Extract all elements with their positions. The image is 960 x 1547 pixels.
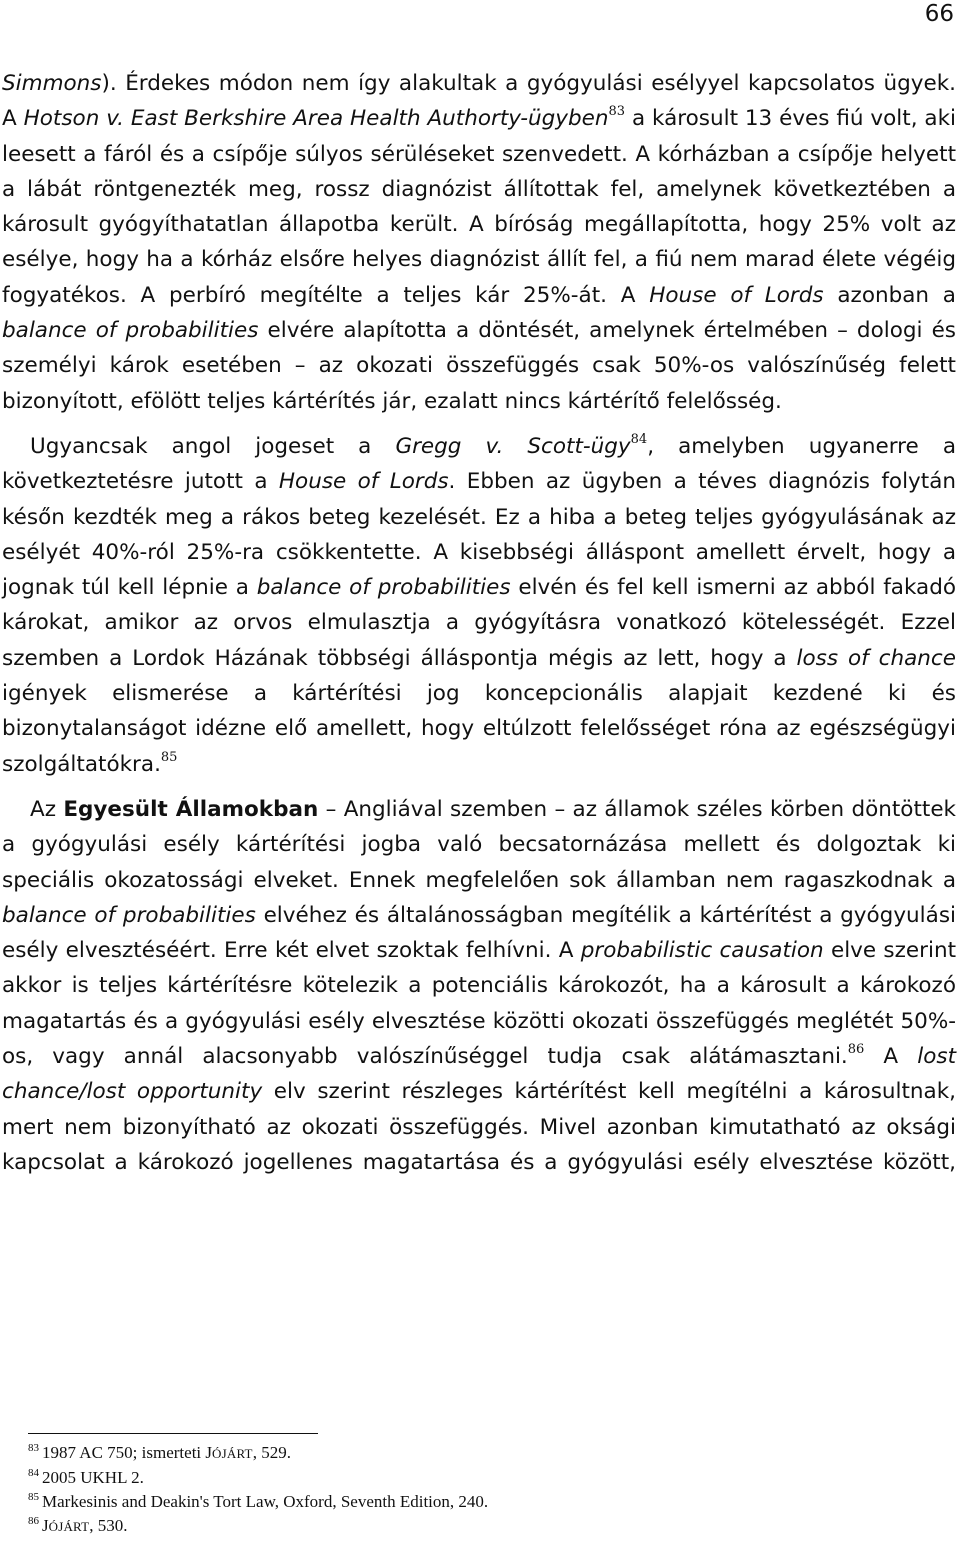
page-number: 66 [924,1,954,27]
text-run: azonban a [823,282,956,308]
footnote-85 [28,1490,928,1514]
emphasis: balance of probabilities [2,902,256,928]
footnote-text: , 530. [89,1516,128,1535]
paragraph-1 [2,66,956,419]
footnote-reference[interactable]: 83 [608,104,626,120]
text-run: elvéhez és általánosságban megítélik a kártérítést a gyógyulási esély elvesztéséért. Erre két elvet szoktak felhívni. A [2,902,956,964]
text-run: elve szerint akkor is teljes kártérítésre kötelezik a potenciális károkozót, ha a károsult a károkozó magatartás és a gyógyulási esély elvesztése közötti okozati összefüggés meglétét 50%-os, vagy annál alacsonyabb valószínűséggel tudja csak alátámasztani. [2,938,956,1070]
footnote-separator [28,1433,318,1434]
author-name: JÓJÁRT [42,1516,90,1535]
footnote-number: 85 [28,1491,39,1503]
footnote-reference[interactable]: 85 [160,749,178,765]
paragraph-2 [2,429,956,782]
footnote-number: 84 [28,1467,39,1479]
case-name: Simmons [2,71,102,96]
footnote-text: 1987 AC 750; ismerteti [42,1443,206,1462]
text-run: A [864,1044,918,1070]
bold-emphasis: Egyesült Államokban [63,796,319,822]
footnote-text: Markesinis and Deakin's Tort Law, Oxford, Seventh Edition, 240. [42,1492,489,1511]
body-text [2,66,956,1180]
emphasis: balance of probabilities [256,575,511,601]
case-name: Hotson v. East Berkshire Area Health Authorty-ügyben [23,106,609,132]
emphasis: lost chance/lost opportunity [2,1044,956,1105]
text-run: ). Érdekes módon nem így alakultak a gyógyulási esélyyel kapcsolatos ügyek. A [2,71,956,132]
emphasis: probabilistic causation [580,938,824,964]
emphasis: House of Lords [278,469,449,495]
footnote-text: 2005 UKHL 2. [42,1468,144,1487]
footnote-83 [28,1441,928,1466]
footnote-number: 83 [28,1442,39,1454]
text-run: elvére alapította a döntését, amelynek értelmében – dologi és személyi károk esetében – az okozati összefüggés csak 50%-os valószínűség felett bizonyított, efölött teljes kártérítés jár, ezalatt nincs kártérítő felelősség. [2,318,957,414]
text-run: Ugyancsak angol jogeset a [30,433,396,459]
text-run: igények elismerése a kártérítési jog koncepcionális alapjait kezdené ki és bizonytalanságot idézne elő amellett, hogy eltúlzott felelősséget róna az egészségügyi szolgáltatókra. [2,681,956,777]
text-run: elvén és fel kell ismerni az abból fakadó károkat, amikor az orvos elmulasztja a gyógyításra vonatkozó kötelességét. Ezzel szemben a Lordok Házának többségi álláspontja mégis az lett, hogy a [2,575,956,671]
text-run: Az [30,796,64,822]
paragraph-3 [2,792,956,1180]
emphasis: loss of chance [796,645,956,671]
text-run: elv szerint részleges kártérítést kell megítélni a károsultnak, mert nem bizonyítható az okozati összefüggés. Mivel azonban kimutatható az oksági kapcsolat a károkozó jogellenes magatartása és a gyógyulási esély elvesztése között, [2,1079,957,1175]
case-name: Gregg v. Scott-ügy [395,433,631,459]
footnote-reference[interactable]: 84 [630,431,648,447]
text-run: a károsult 13 éves fiú volt, aki leesett a fáról és a csípője súlyos sérüléseket szenvedett. A kórházban a csípője helyett a lábát röntgenezték meg, rossz diagnózist állítottak fel, amelynek következtében a károsult gyógyíthatatlan állapotba került. A bíróság megállapította, hogy 25% volt az esélye, hogy ha a kórház elsőre helyes diagnózist állít fel, a fiú nem marad élete végéig fogyatékos. A perbíró megítélte a teljes kár 25%-át. A [2,106,957,308]
emphasis: balance of probabilities [2,318,259,344]
footnote-reference[interactable]: 86 [847,1042,865,1058]
text-run: , amelyben ugyanerre a következtetésre jutott a [2,433,957,495]
footnote-86 [28,1514,928,1539]
text-run: – Angliával szemben – az államok széles körben döntöttek a gyógyulási esély kártérítési jogba való becsatornázása mellett és dolgoztak ki speciális okozatossági elveket. Ennek megfelelően sok államban nem ragaszkodnak a [2,796,957,893]
emphasis: House of Lords [649,282,824,308]
footnote-text: , 529. [252,1443,291,1462]
footnotes [28,1441,928,1539]
footnote-84 [28,1466,928,1490]
footnote-number: 86 [28,1515,39,1527]
author-name: JÓJÁRT [205,1443,253,1462]
text-run: . Ebben az ügyben a téves diagnózis folytán későn kezdték meg a rákos beteg kezelését. Ez a hiba a beteg teljes gyógyulásának az esélyét 40%-ról 25%-ra csökkentette. A kisebbségi álláspont amellett érvelt, hogy a jognak túl kell lépnie a [2,469,957,601]
